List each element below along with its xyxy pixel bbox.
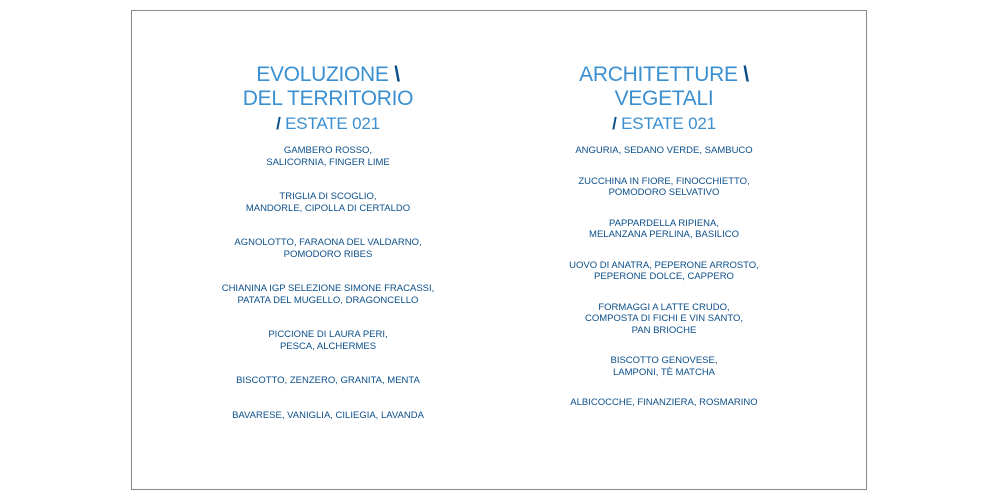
menu-title <box>178 63 478 111</box>
season-slash: / <box>612 114 617 133</box>
dish-item: PICCIONE DI LAURA PERI, PESCA, ALCHERMES <box>268 329 388 352</box>
dish-item: FORMAGGI A LATTE CRUDO, COMPOSTA DI FICHI E VIN SANTO, PAN BRIOCHE <box>584 301 743 336</box>
dish-item: BISCOTTO GENOVESE, LAMPONI, TÈ MATCHA <box>610 355 718 378</box>
dish-item: ZUCCHINA IN FIORE, FINOCCHIETTO, POMODORO SELVATIVO <box>578 175 750 198</box>
dish-list <box>514 145 814 409</box>
dish-list <box>178 145 478 421</box>
season-text: ESTATE 021 <box>621 114 716 133</box>
menu-architetture <box>514 63 814 428</box>
title-line-2: VEGETALI <box>614 87 714 110</box>
dish-item: ALBICOCCHE, FINANZIERA, ROSMARINO <box>570 397 758 408</box>
dish-item: GAMBERO ROSSO, SALICORNIA, FINGER LIME <box>266 145 390 168</box>
title-slash: \ <box>743 63 749 86</box>
season-label <box>178 113 478 135</box>
dish-item: TRIGLIA DI SCOGLIO, MANDORLE, CIPOLLA DI CERTALDO <box>245 191 411 214</box>
dish-item: BAVARESE, VANIGLIA, CILIEGIA, LAVANDA <box>232 409 424 421</box>
dish-item: PAPPARDELLA RIPIENA, MELANZANA PERLINA, BASILICO <box>589 217 739 240</box>
menu-title <box>514 63 814 111</box>
title-line-1: ARCHITETTURE <box>579 63 738 86</box>
dish-item: BISCOTTO, ZENZERO, GRANITA, MENTA <box>236 375 420 386</box>
dish-item: UOVO DI ANATRA, PEPERONE ARROSTO, PEPERONE DOLCE, CAPPERO <box>569 259 759 282</box>
menu-evoluzione <box>178 63 478 444</box>
title-line-2: DEL TERRITORIO <box>242 87 414 110</box>
menu-page <box>131 10 867 490</box>
dish-item: ANGURIA, SEDANO VERDE, SAMBUCO <box>575 145 753 156</box>
season-label <box>514 113 814 135</box>
dish-item: CHIANINA IGP SELEZIONE SIMONE FRACASSI, PATATA DEL MUGELLO, DRAGONCELLO <box>221 283 435 306</box>
season-slash: / <box>276 114 281 133</box>
title-line-1: EVOLUZIONE <box>256 63 389 86</box>
season-text: ESTATE 021 <box>285 114 380 133</box>
dish-item: AGNOLOTTO, FARAONA DEL VALDARNO, POMODORO RIBES <box>234 237 422 260</box>
title-slash: \ <box>394 63 400 86</box>
